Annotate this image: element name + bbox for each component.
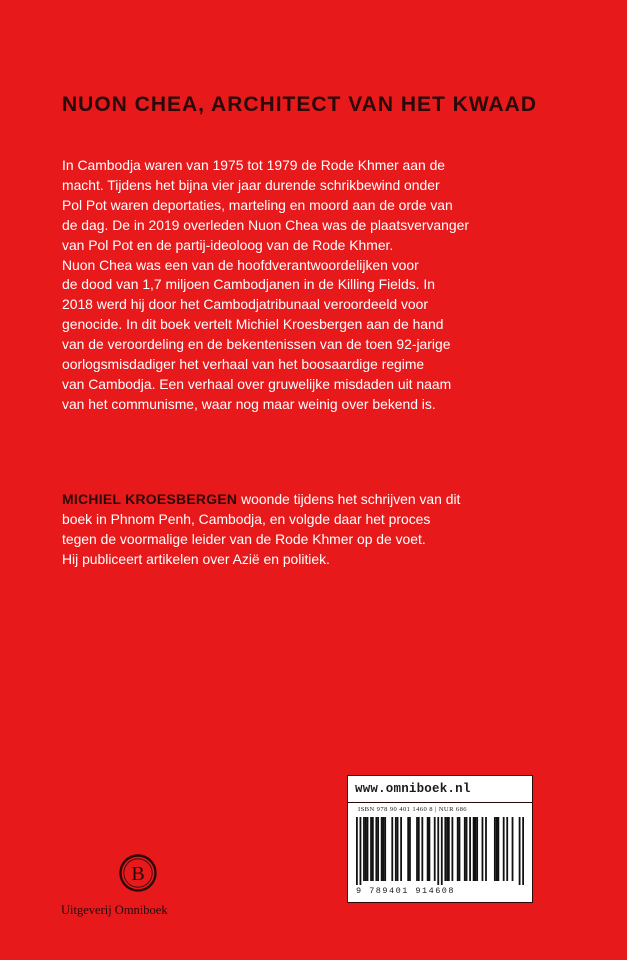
bio-line-rest: woonde tijdens het schrijven van dit bbox=[237, 491, 461, 507]
blurb-line: oorlogsmisdadiger het verhaal van het boosaardige regime bbox=[62, 356, 425, 373]
barcode-bar bbox=[494, 817, 496, 881]
isbn-text: ISBN 978 90 401 1460 8 | NUR 686 bbox=[358, 806, 468, 813]
blurb-line: van Pol Pot en de partij-ideoloog van de Rode Khmer. bbox=[62, 236, 394, 253]
barcode-bar bbox=[370, 817, 372, 881]
bio-line: tegen de voormalige leider van de Rode Khmer op de voet. bbox=[62, 530, 426, 547]
blurb-line: van Cambodja. Een verhaal over gruwelijke misdaden uit naam bbox=[62, 375, 452, 392]
barcode-bar bbox=[474, 817, 476, 881]
barcode-bar bbox=[356, 817, 358, 885]
barcode-bar bbox=[407, 817, 409, 881]
blurb-line: de dag. De in 2019 overleden Nuon Chea was de plaatsvervanger bbox=[62, 216, 469, 233]
barcode-bar bbox=[446, 817, 448, 881]
barcode-digits: 9 789401 914608 bbox=[356, 886, 456, 896]
barcode-bar bbox=[512, 817, 514, 881]
barcode-bar bbox=[519, 817, 521, 885]
barcode-bar bbox=[427, 817, 429, 881]
barcode-bar bbox=[444, 817, 446, 881]
barcode-bar bbox=[441, 817, 443, 885]
barcode-bar bbox=[421, 817, 423, 881]
barcode-bar bbox=[522, 817, 524, 885]
barcode-bar bbox=[464, 817, 466, 881]
barcode-bar bbox=[372, 817, 374, 881]
book-blurb bbox=[62, 156, 562, 415]
barcode-bar bbox=[457, 817, 459, 881]
bio-line: boek in Phnom Penh, Cambodja, en volgde daar het proces bbox=[62, 510, 431, 527]
barcode-bar bbox=[395, 817, 397, 881]
barcode-bar bbox=[375, 817, 377, 881]
barcode-bar bbox=[437, 817, 439, 885]
barcode-bar bbox=[418, 817, 420, 881]
barcode-bar bbox=[506, 817, 508, 881]
blurb-line: van het communisme, waar nog maar weinig over bekend is. bbox=[62, 395, 436, 412]
barcode-bar bbox=[384, 817, 386, 881]
barcode-bar bbox=[496, 817, 498, 881]
barcode-bar bbox=[397, 817, 399, 881]
blurb-line: Pol Pot waren deportaties, marteling en moord aan de orde van bbox=[62, 196, 453, 213]
barcode-bar bbox=[365, 817, 367, 881]
barcode-bar bbox=[391, 817, 393, 881]
blurb-line: van de veroordeling en de bekentenissen van de toen 92-jarige bbox=[62, 336, 451, 353]
barcode-bar bbox=[482, 817, 484, 881]
barcode-bar bbox=[485, 817, 487, 881]
barcode-icon bbox=[356, 817, 524, 885]
svg-text:B: B bbox=[131, 863, 145, 885]
barcode-bar bbox=[381, 817, 383, 881]
barcode-bar bbox=[363, 817, 365, 881]
barcode-bar bbox=[400, 817, 402, 881]
barcode-bar bbox=[473, 817, 475, 881]
book-title: NUON CHEA, ARCHITECT VAN HET KWAAD bbox=[62, 93, 537, 116]
blurb-line: genocide. In dit boek vertelt Michiel Kroesbergen aan de hand bbox=[62, 316, 444, 333]
barcode-bar bbox=[497, 817, 499, 881]
author-name: MICHIEL KROESBERGEN bbox=[62, 491, 238, 507]
barcode-bar bbox=[503, 817, 505, 881]
blurb-line: In Cambodja waren van 1975 tot 1979 de Rode Khmer aan de bbox=[62, 157, 446, 173]
barcode-bar bbox=[429, 817, 431, 881]
barcode-bar bbox=[466, 817, 468, 881]
barcode-bar bbox=[383, 817, 385, 881]
barcode-bar bbox=[367, 817, 369, 881]
blurb-line: 2018 werd hij door het Cambodjatribunaal veroordeeld voor bbox=[62, 296, 429, 313]
publisher-name: Uitgeverij Omniboek bbox=[61, 903, 168, 917]
barcode-bar bbox=[459, 817, 461, 881]
publisher-url: www.omniboek.nl bbox=[355, 782, 471, 796]
barcode-bar bbox=[377, 817, 379, 881]
bio-line: Hij publiceert artikelen over Azië en politiek. bbox=[62, 550, 330, 567]
publisher-logo-icon bbox=[117, 852, 159, 894]
barcode-bar bbox=[469, 817, 471, 881]
bio-line bbox=[62, 490, 562, 510]
barcode-bar bbox=[476, 817, 478, 881]
blurb-line: Nuon Chea was een van de hoofdverantwoordelijken voor bbox=[62, 256, 419, 273]
barcode-bar bbox=[360, 817, 362, 885]
barcode-bar bbox=[416, 817, 418, 881]
barcode-bar bbox=[409, 817, 411, 881]
barcode-divider bbox=[348, 802, 532, 803]
blurb-line: macht. Tijdens het bijna vier jaar durende schrikbewind onder bbox=[62, 176, 440, 193]
barcode-panel bbox=[347, 775, 533, 903]
author-bio bbox=[62, 490, 562, 570]
barcode-bar bbox=[448, 817, 450, 881]
blurb-line: de dood van 1,7 miljoen Cambodjanen in de Killing Fields. In bbox=[62, 276, 435, 293]
barcode-bar bbox=[451, 817, 453, 881]
barcode-bar bbox=[434, 817, 436, 881]
